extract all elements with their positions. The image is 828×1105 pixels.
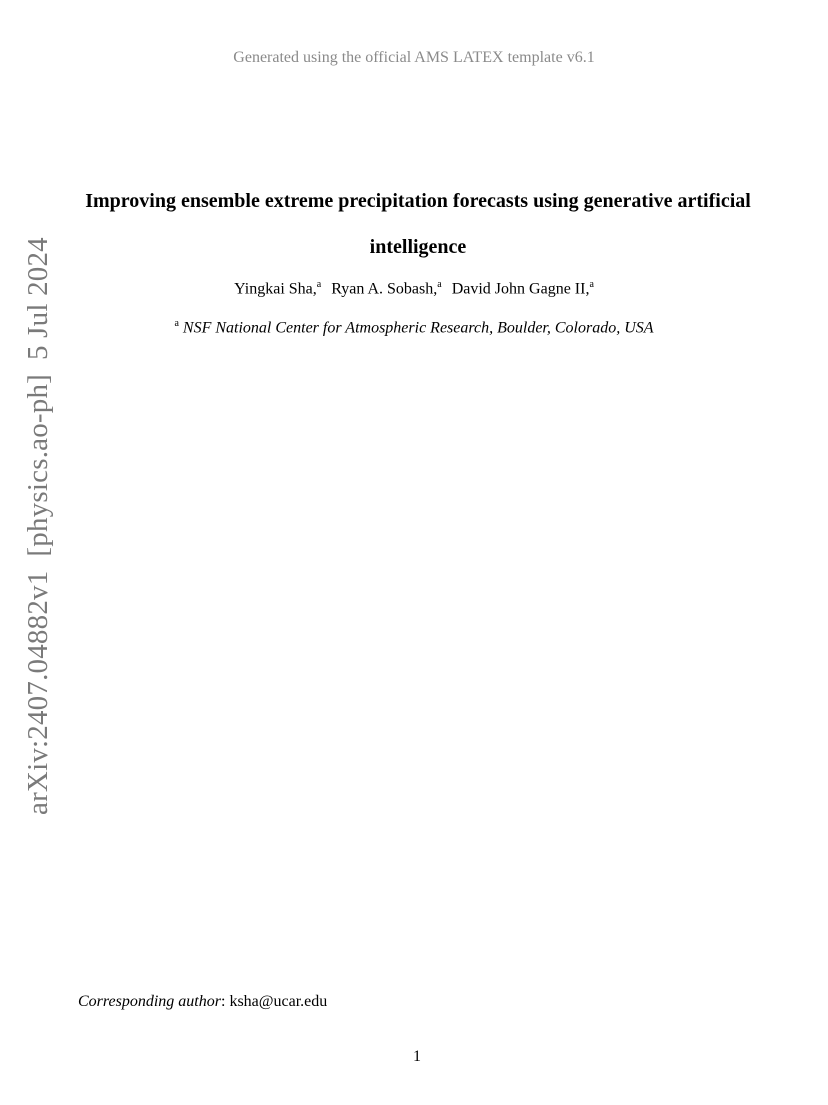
arxiv-date: 5 Jul 2024: [22, 237, 54, 360]
affiliation-text: NSF National Center for Atmospheric Research, Boulder, Colorado, USA: [182, 319, 654, 337]
affiliation-marker: a: [174, 318, 179, 329]
latex-logo: LATEX: [452, 49, 504, 66]
arxiv-stamp: [22, 223, 55, 815]
author-list: [0, 279, 828, 298]
paper-title: Improving ensemble extreme precipitation forecasts using generative artificial intelligence: [85, 190, 751, 258]
template-note-suffix: template v6.1: [503, 49, 595, 66]
author-name: Yingkai Sha,: [234, 280, 317, 298]
corresponding-author-separator: :: [220, 993, 230, 1010]
page-number: 1: [413, 1048, 421, 1065]
corresponding-author: [78, 993, 327, 1011]
corresponding-author-email[interactable]: ksha@ucar.edu: [229, 993, 328, 1010]
author-name: David John Gagne II,: [451, 280, 590, 298]
corresponding-author-label: Corresponding author: [78, 993, 221, 1010]
author-affiliation-marker: a: [316, 279, 322, 290]
author-affiliation-marker: a: [437, 279, 442, 290]
template-note: [0, 49, 828, 67]
arxiv-id[interactable]: arXiv:2407.04882v1: [22, 570, 54, 815]
affiliation: [0, 318, 828, 337]
arxiv-category: [physics.ao-ph]: [22, 373, 54, 557]
author-affiliation-marker: a: [589, 279, 594, 290]
author-name: Ryan A. Sobash,: [331, 280, 438, 298]
template-note-prefix: Generated using the official AMS: [233, 49, 453, 66]
